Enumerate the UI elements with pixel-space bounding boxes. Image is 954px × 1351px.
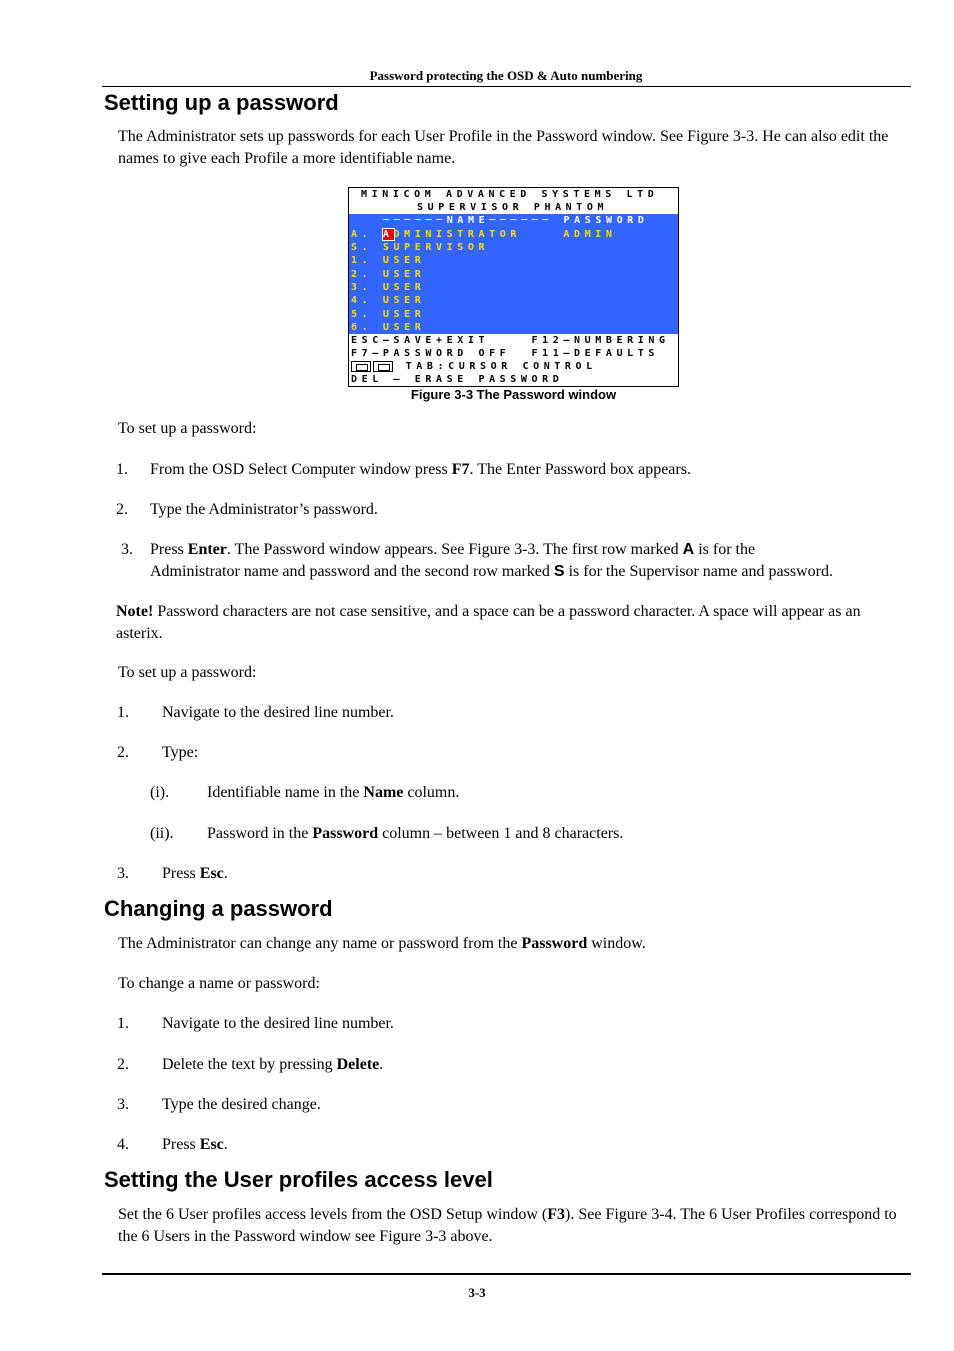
osd-footer-line4: DEL – ERASE PASSWORD bbox=[351, 374, 564, 385]
osd-cursor: A bbox=[382, 228, 394, 240]
figure-caption: Figure 3-3 The Password window bbox=[410, 387, 617, 402]
change-step4-text bbox=[162, 1134, 228, 1156]
osd-row-admin bbox=[349, 228, 678, 241]
sub-i-bold: Name bbox=[363, 784, 404, 801]
step3-text bbox=[150, 539, 920, 582]
section3-key: F3 bbox=[547, 1206, 566, 1223]
osd-footer-line1: ESC–SAVE+EXIT F12–NUMBERING bbox=[351, 335, 670, 346]
sub-step-ii-number: (ii). bbox=[150, 825, 174, 842]
section3-text-pre: Set the 6 User profiles access levels from the OSD Setup window ( bbox=[118, 1206, 548, 1223]
change-step4-key: Esc bbox=[199, 1136, 224, 1153]
section1-intro: The Administrator sets up passwords for each User Profile in the Password window. See Figure 3-3. He can also edit the names to give each Profile a more identifiable name. bbox=[118, 128, 889, 167]
sub-i-pre: Identifiable name in the bbox=[207, 784, 364, 801]
change-step1-number: 1. bbox=[117, 1015, 129, 1032]
nav-step1-number: 1. bbox=[117, 704, 129, 721]
nav-step2-number: 2. bbox=[117, 744, 129, 761]
step1-key: F7 bbox=[451, 461, 470, 478]
setup-lead-2: To set up a password: bbox=[118, 664, 257, 681]
nav-step3-number: 3. bbox=[117, 865, 129, 882]
section2-intro-post: window. bbox=[587, 935, 646, 952]
change-step4-post: . bbox=[223, 1136, 228, 1153]
sub-ii-pre: Password in the bbox=[207, 825, 313, 842]
sub-i-post: column. bbox=[403, 784, 460, 801]
change-step2-key: Delete bbox=[336, 1056, 380, 1073]
sub-ii-post: column – between 1 and 8 characters. bbox=[378, 825, 624, 842]
section3-text bbox=[118, 1204, 918, 1247]
change-step4-pre: Press bbox=[162, 1136, 200, 1153]
change-step4-number: 4. bbox=[117, 1136, 129, 1153]
osd-row-user-3: 3. USER bbox=[351, 282, 426, 293]
step3-number: 3. bbox=[121, 541, 133, 558]
step2-number: 2. bbox=[116, 501, 128, 518]
change-step2-post: . bbox=[379, 1056, 384, 1073]
osd-column-header bbox=[349, 214, 678, 227]
osd-tab-cursor-text: TAB:CURSOR CONTROL bbox=[405, 361, 597, 372]
step1-text-pre: From the OSD Select Computer window press bbox=[150, 461, 452, 478]
osd-row-user-5: 5. USER bbox=[351, 308, 426, 320]
osd-row-user-1: 1. USER bbox=[351, 255, 426, 266]
change-step2-text bbox=[162, 1054, 383, 1076]
step2-text: Type the Administrator’s password. bbox=[150, 501, 378, 518]
sub-step-i-number: (i). bbox=[150, 784, 170, 801]
change-step3-text: Type the desired change. bbox=[162, 1096, 321, 1113]
step1-number: 1. bbox=[116, 461, 128, 478]
step1-text bbox=[150, 459, 691, 481]
nav-step2-text: Type: bbox=[162, 744, 199, 761]
section2-intro-bold: Password bbox=[521, 935, 588, 952]
step1-text-post: . The Enter Password box appears. bbox=[469, 461, 691, 478]
password-window-figure bbox=[348, 187, 679, 387]
running-header: Password protecting the OSD & Auto numbering bbox=[369, 68, 643, 83]
step3-pre: Press bbox=[150, 541, 188, 558]
change-step3-number: 3. bbox=[117, 1096, 129, 1113]
osd-name-header: ──────NAME────── PASSWORD bbox=[383, 215, 649, 226]
section2-lead: To change a name or password: bbox=[118, 975, 320, 992]
step3-row-s: S bbox=[553, 562, 565, 580]
footer-rule bbox=[102, 1273, 911, 1275]
section-title-setting-up-password: Setting up a password bbox=[104, 90, 339, 115]
nav-step3-post: . bbox=[223, 865, 228, 882]
osd-row-admin-text: DMINISTRATOR ADMIN bbox=[393, 228, 617, 240]
osd-footer-line3 bbox=[349, 360, 678, 373]
section-title-changing-password: Changing a password bbox=[104, 896, 333, 921]
osd-row-user-4: 4. USER bbox=[351, 295, 426, 306]
osd-footer-line2: F7–PASSWORD OFF F11–DEFAULTS bbox=[351, 348, 659, 359]
sub-step-ii-text bbox=[207, 823, 623, 845]
change-step2-pre: Delete the text by pressing bbox=[162, 1056, 337, 1073]
nav-step3-key: Esc bbox=[199, 865, 224, 882]
step3-line2-post: is for the Supervisor name and password. bbox=[564, 562, 833, 580]
nav-step3-text bbox=[162, 863, 228, 885]
nav-step3-pre: Press bbox=[162, 865, 200, 882]
keyboard-icon bbox=[351, 361, 371, 372]
step3-key: Enter bbox=[187, 541, 227, 558]
page-number: 3-3 bbox=[468, 1285, 486, 1300]
osd-row-admin-label: A. bbox=[351, 228, 383, 240]
section2-intro-pre: The Administrator can change any name or password from the bbox=[118, 935, 522, 952]
step3-row-a: A bbox=[682, 541, 695, 558]
sub-ii-bold: Password bbox=[312, 825, 379, 842]
osd-title-line2: SUPERVISOR PHANTOM bbox=[417, 202, 609, 213]
step3-mid2: is for the bbox=[694, 541, 756, 558]
step3-line2-pre: Administrator name and password and the second row marked bbox=[150, 562, 554, 580]
nav-step1-text: Navigate to the desired line number. bbox=[162, 704, 394, 721]
section3-text-post: ). See Figure 3-4. The 6 User Profiles correspond to the 6 Users in the Password window see Figure 3-3 above. bbox=[118, 1206, 897, 1245]
mouse-icon bbox=[373, 361, 393, 372]
osd-row-user-2: 2. USER bbox=[351, 268, 426, 280]
note-text: Password characters are not case sensitive, and a space can be a password character. A space will appear as an asterix. bbox=[116, 603, 861, 642]
section-title-access-level: Setting the User profiles access level bbox=[104, 1167, 493, 1192]
setup-lead-1: To set up a password: bbox=[118, 420, 257, 437]
section2-intro bbox=[118, 933, 918, 955]
change-step2-number: 2. bbox=[117, 1056, 129, 1073]
osd-title-line1: MINICOM ADVANCED SYSTEMS LTD bbox=[361, 189, 659, 200]
sub-step-i-text bbox=[207, 782, 459, 804]
change-step1-text: Navigate to the desired line number. bbox=[162, 1015, 394, 1032]
note-label: Note! bbox=[116, 603, 154, 620]
header-rule bbox=[102, 86, 911, 87]
step3-mid: . The Password window appears. See Figure 3-3. The first row marked bbox=[226, 541, 683, 558]
osd-row-supervisor: S. SUPERVISOR bbox=[351, 242, 490, 253]
osd-row-user-6: 6. USER bbox=[351, 321, 426, 333]
note bbox=[116, 601, 911, 644]
